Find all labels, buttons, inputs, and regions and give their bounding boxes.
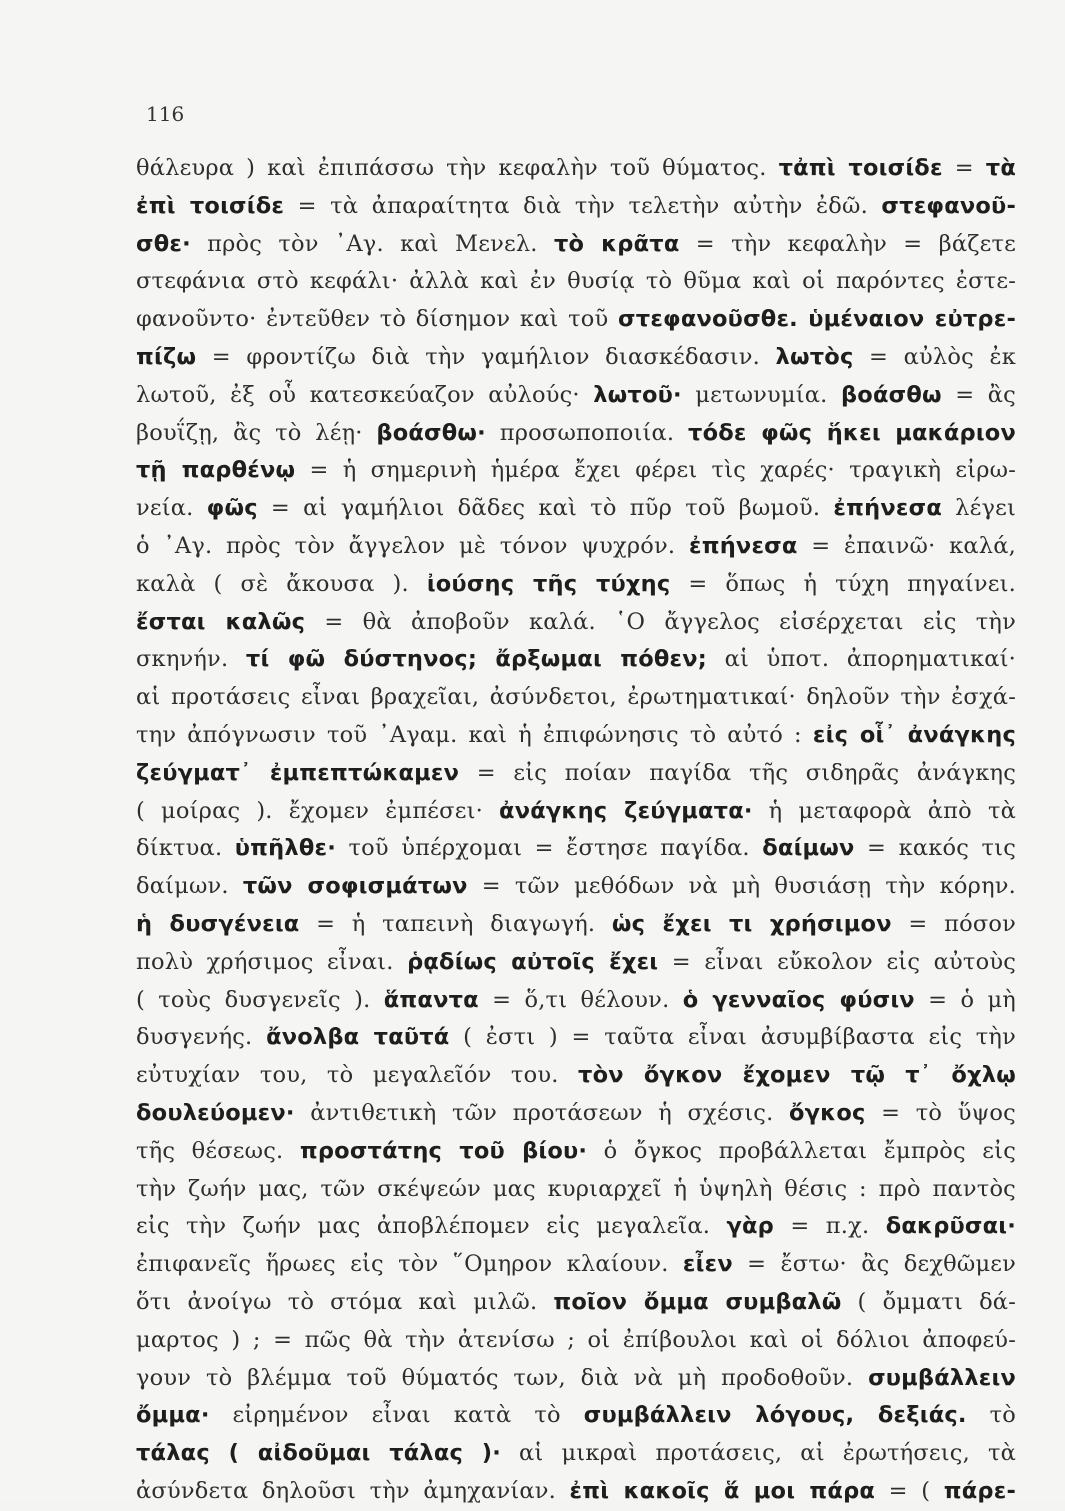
lemma-term: τὸν ὄγκον ἔχομεν τῷ τ᾿ ὄχλῳ [578, 1062, 1016, 1089]
gloss-text: λέγει [941, 495, 1016, 522]
text-line [136, 150, 1016, 188]
gloss-text: = ὅ,τι θέλουν. [478, 986, 683, 1013]
text-line [136, 906, 1016, 944]
gloss-text: = ὅπως ἡ τύχη πηγαίνει. [670, 570, 1016, 597]
text-line [136, 1322, 1016, 1360]
gloss-text: = τῶν μεθόδων νὰ μὴ θυσιάσῃ τὴν κόρην. [467, 873, 1016, 900]
gloss-text: πολὺ χρήσιμος εἶναι. [136, 948, 408, 975]
gloss-text: ( ὄμματι δά- [841, 1288, 1017, 1315]
lemma-term: προστάτης τοῦ βίου· [299, 1137, 588, 1164]
gloss-text: = εἶναι εὔκολον εἰς αὐτοὺς [658, 948, 1016, 975]
lemma-term: ἐπήνεσα [688, 532, 798, 559]
lemma-term: δαίμων [762, 835, 855, 862]
lemma-term: τὸ κρᾶτα [553, 230, 680, 257]
lemma-term: ὁ γενναῖος φύσιν [682, 986, 915, 1013]
lemma-term: ἅπαντα [383, 986, 479, 1013]
lemma-term: ὡς ἔχει τι χρήσιμον [611, 910, 892, 937]
gloss-text: βουΐζῃ, ἂς τὸ λέῃ· [136, 419, 377, 446]
text-line [136, 226, 1016, 264]
gloss-text: = θὰ ἀποβοῦν καλά. ῾Ο ἄγγελος εἰσέρχεται εἰς τὴν [305, 608, 1016, 635]
text-line [136, 452, 1016, 490]
text-line [136, 982, 1016, 1020]
lemma-term: συμβάλλειν λόγους, δεξιάς. [583, 1402, 967, 1429]
text-line [136, 755, 1016, 793]
gloss-text: εἰς τὴν ζωήν μας ἀποβλέπομεν εἰς μεγαλεῖα. [136, 1213, 727, 1240]
gloss-text: ἀσύνδετα δηλοῦσι τὴν ἀμηχανίαν. [136, 1477, 570, 1504]
lemma-term: τῶν σοφισμάτων [242, 873, 468, 900]
text-line [136, 339, 1016, 377]
text-line [136, 944, 1016, 982]
gloss-text: λωτοῦ, ἐξ οὗ κατεσκεύαζον αὐλούς· [136, 381, 594, 408]
lemma-term: στεφανοῦ- [881, 192, 1016, 219]
text-line [136, 868, 1016, 906]
lemma-term: ἔσται καλῶς [136, 608, 306, 635]
text-line [136, 263, 1016, 301]
text-line [136, 490, 1016, 528]
gloss-text: εἰρημένον εἶναι κατὰ τὸ [209, 1402, 584, 1429]
gloss-text: ( μοίρας ). ἔχομεν ἐμπέσει· [136, 797, 500, 824]
lemma-term: βοάσθω [840, 381, 942, 408]
gloss-text: τοῦ ὑπέρχομαι = ἔστησε παγίδα. [335, 835, 763, 862]
gloss-text: = [942, 155, 986, 181]
gloss-text: αἱ προτάσεις εἶναι βραχεῖαι, ἀσύνδετοι, ἐρωτηματικαί· δηλοῦν τὴν ἐσχά- [136, 684, 1016, 711]
lemma-term: δακρῦσαι· [885, 1213, 1016, 1240]
lemma-term: γὰρ [726, 1213, 774, 1240]
gloss-text: μαρτος ) ; = πῶς θὰ τὴν ἀτενίσω ; οἱ ἐπίβουλοι καὶ οἱ δόλιοι ἀποφεύ- [136, 1326, 1016, 1353]
gloss-text: θάλευρα ) καὶ ἐπιπάσσω τὴν κεφαλὴν τοῦ θύματος. [136, 155, 779, 181]
lemma-term: λωτὸς [775, 343, 854, 370]
gloss-text: ὅτι ἀνοίγω τὸ στόμα καὶ μιλῶ. [136, 1288, 554, 1315]
text-line [136, 679, 1016, 717]
gloss-text: γουν τὸ βλέμμα τοῦ θύματός των, διὰ νὰ μὴ προδοθοῦν. [136, 1364, 869, 1391]
gloss-text: τὸ [966, 1402, 1016, 1429]
lemma-term: ἰούσης τῆς τύχης [426, 570, 671, 597]
lemma-term: φῶς [206, 495, 258, 522]
lemma-term: τί φῶ δύστηνος; ἄρξωμαι πόθεν; [245, 646, 707, 673]
text-line [136, 377, 1016, 415]
lemma-term: ὄμμα· [136, 1402, 210, 1429]
gloss-text: ( τοὺς δυσγενεῖς ). [136, 986, 384, 1013]
lemma-term: ἀνάγκης ζεύγματα· [499, 797, 753, 824]
gloss-text: φανοῦντο· ἐντεῦθεν τὸ δίσημον καὶ τοῦ [136, 306, 619, 333]
text-line [136, 717, 1016, 755]
gloss-text: εὐτυχίαν του, τὸ μεγαλεῖόν του. [136, 1062, 579, 1089]
gloss-text: ἀντιθετικὴ τῶν προτάσεων ἡ σχέσις. [294, 1099, 789, 1126]
gloss-text: = π.χ. [773, 1213, 886, 1240]
text-line [136, 793, 1016, 831]
gloss-text: = εἰς ποίαν παγίδα τῆς σιδηρᾶς ἀνάγκης [459, 759, 1016, 786]
lemma-term: ἐπήνεσα [833, 495, 942, 522]
page-number: 116 [146, 102, 185, 126]
gloss-text: = ἡ σημερινὴ ἡμέρα ἔχει φέρει τὶς χαρές· τραγικὴ εἰρω- [295, 457, 1016, 484]
text-line [136, 566, 1016, 604]
gloss-text: τὴν ζωήν μας, τῶν σκέψεών μας κυριαρχεῖ ἡ ὑψηλὴ θέσις : πρὸ παντὸς [136, 1175, 1016, 1202]
gloss-text: ( ἐστι ) = ταῦτα εἶναι ἀσυμβίβαστα εἰς τὴν [449, 1024, 1016, 1051]
lemma-term: ζεύγματ᾿ ἐμπεπτώκαμεν [136, 759, 460, 786]
gloss-text: = ἐπαινῶ· καλά, [797, 532, 1016, 559]
text-line [136, 1360, 1016, 1398]
text-line [136, 528, 1016, 566]
gloss-text: τῆς θέσεως. [136, 1137, 300, 1164]
gloss-text: καλὰ ( σὲ ἄκουσα ). [136, 570, 427, 597]
gloss-text: ἡ μεταφορὰ ἀπὸ τὰ [752, 797, 1016, 824]
lemma-term: εἶεν [682, 1251, 733, 1278]
text-line [136, 1095, 1016, 1133]
lemma-term: πάρε- [943, 1477, 1017, 1504]
gloss-text: αἱ μικραὶ προτάσεις, αἱ ἐρωτήσεις, τὰ [501, 1440, 1016, 1467]
gloss-text: ὁ ὄγκος προβάλλεται ἔμπρὸς εἰς [587, 1137, 1016, 1164]
gloss-text: = φροντίζω διὰ τὴν γαμήλιον διασκέδασιν. [196, 343, 776, 370]
gloss-text: = κακός τις [854, 835, 1016, 862]
gloss-text: δυσγενής. [136, 1024, 267, 1051]
gloss-text: = πόσον [891, 910, 1016, 937]
lemma-term: βοάσθω· [376, 419, 486, 446]
gloss-text: δίκτυα. [136, 835, 235, 862]
text-line [136, 1019, 1016, 1057]
lemma-term: ἐπὶ τοισίδε [136, 192, 285, 219]
gloss-text: = ὁ μὴ [914, 986, 1016, 1013]
lemma-term: ὄγκος [789, 1099, 866, 1126]
lemma-term: εἰς οἷ᾿ ἀνάγκης [812, 721, 1016, 748]
gloss-text: = αἱ γαμήλιοι δᾶδες καὶ τὸ πῦρ τοῦ βωμοῦ. [257, 495, 834, 522]
lemma-term: σθε· [136, 230, 191, 257]
gloss-text: = τὰ ἀπαραίτητα διὰ τὴν τελετὴν αὐτὴν ἐδῶ. [284, 192, 882, 219]
gloss-text: πρὸς τὸν ᾿Αγ. καὶ Μενελ. [190, 230, 554, 257]
text-line [136, 1435, 1016, 1473]
gloss-text: προσωποποιία. [485, 419, 689, 446]
lemma-term: πίζω [136, 343, 197, 370]
lemma-term: ἐπὶ κακοῖς ἅ μοι πάρα [569, 1477, 876, 1504]
gloss-text: μετωνυμία. [681, 381, 841, 408]
text-line [136, 1473, 1016, 1511]
text-line [136, 188, 1016, 226]
lemma-term: ὑπῆλθε· [234, 835, 336, 862]
lemma-term: τἀπὶ τοισίδε [778, 155, 943, 181]
lemma-term: τῇ παρθένῳ [136, 457, 296, 484]
text-line [136, 1171, 1016, 1209]
gloss-text: ὁ ᾿Αγ. πρὸς τὸν ἄγγελον μὲ τόνον ψυχρόν. [136, 532, 689, 559]
gloss-text: = τὸ ὕψος [865, 1099, 1016, 1126]
text-line [136, 830, 1016, 868]
gloss-text: = ( [875, 1477, 944, 1504]
text-line [136, 1208, 1016, 1246]
gloss-text: αἱ ὑποτ. ἀπορηματικαί· [706, 646, 1016, 673]
lemma-term: ῥᾳδίως αὐτοῖς ἔχει [407, 948, 659, 975]
gloss-text: = τὴν κεφαλὴν = βάζετε [679, 230, 1016, 257]
text-line [136, 301, 1016, 339]
lemma-term: τάλας ( αἰδοῦμαι τάλας )· [136, 1440, 501, 1467]
gloss-text: = ἂς [941, 381, 1016, 408]
lemma-term: ἡ δυσγένεια [136, 910, 300, 937]
text-line [136, 1246, 1016, 1284]
lemma-term: στεφανοῦσθε. ὑμέναιον εὐτρε- [618, 306, 1016, 333]
gloss-text: = αὐλὸς ἐκ [853, 343, 1016, 370]
lemma-term: τὰ [985, 155, 1016, 181]
gloss-text: νεία. [136, 495, 207, 522]
commentary-text [136, 150, 1016, 1511]
lemma-term: δουλεύομεν· [136, 1099, 295, 1126]
gloss-text: στεφάνια στὸ κεφάλι· ἀλλὰ καὶ ἐν θυσίᾳ τὸ θῦμα καὶ οἱ παρόντες ἐστε- [136, 268, 1016, 295]
text-line [136, 1284, 1016, 1322]
gloss-text: σκηνήν. [136, 646, 246, 673]
gloss-text: = ἔστω· ἂς δεχθῶμεν [732, 1251, 1016, 1278]
text-line [136, 1397, 1016, 1435]
gloss-text: δαίμων. [136, 873, 243, 900]
text-line [136, 641, 1016, 679]
lemma-term: ἄνολβα ταῦτά [266, 1024, 450, 1051]
lemma-term: λωτοῦ· [593, 381, 682, 408]
lemma-term: τόδε φῶς ἥκει μακάριον [688, 419, 1016, 446]
text-line [136, 415, 1016, 453]
gloss-text: ἐπιφανεῖς ἥρωες εἰς τὸν ῞Ομηρον κλαίουν. [136, 1251, 683, 1278]
lemma-term: ποῖον ὄμμα συμβαλῶ [553, 1288, 842, 1315]
gloss-text: = ἡ ταπεινὴ διαγωγή. [299, 910, 612, 937]
lemma-term: συμβάλλειν [868, 1364, 1016, 1391]
gloss-text: την ἀπόγνωσιν τοῦ ᾿Αγαμ. καὶ ἡ ἐπιφώνησις τὸ αὐτό : [136, 721, 813, 748]
text-line [136, 1057, 1016, 1095]
text-line [136, 1133, 1016, 1171]
text-line [136, 604, 1016, 642]
